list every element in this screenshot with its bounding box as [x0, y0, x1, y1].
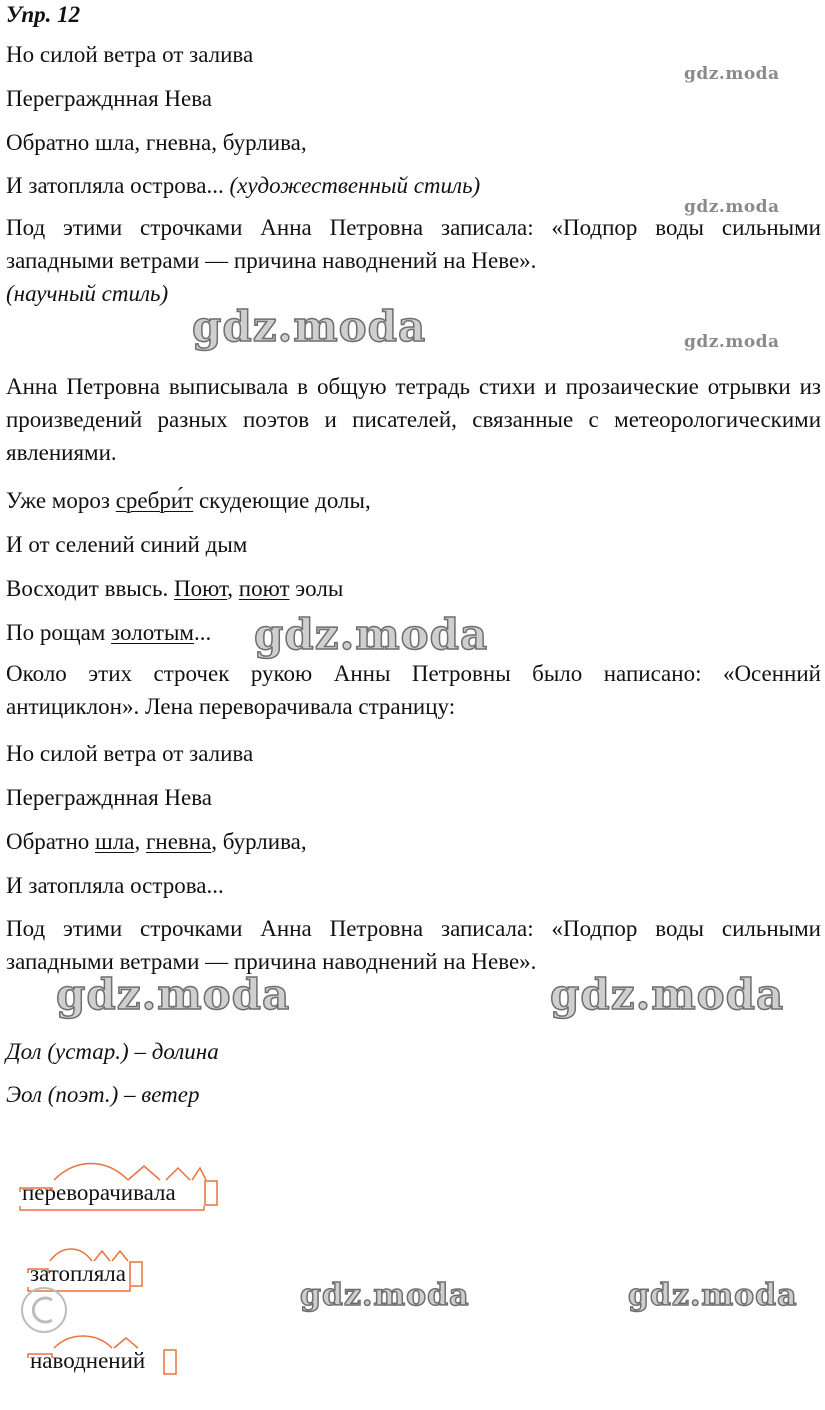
- morpheme-word-3-text: наводнений: [30, 1348, 146, 1373]
- watermark-medium-1: gdz.moda: [300, 1278, 470, 1313]
- poem2-line-1-end: скудеющие долы,: [193, 488, 371, 513]
- watermark-large-3: gdz.moda: [56, 970, 291, 1019]
- underlined-word-gnevna: гневна: [145, 829, 212, 854]
- exercise-heading: Упр. 12: [6, 2, 81, 27]
- poem2-line-1-start: Уже мороз: [6, 488, 116, 513]
- poem3-line-3-end: , бурлива,: [211, 829, 307, 854]
- morpheme-word-3: [30, 1348, 145, 1374]
- poem2-line-2: И от селений синий дым: [6, 532, 248, 557]
- morpheme-word-1-text: переворачивала: [22, 1180, 176, 1205]
- underlined-word-shla: шла: [95, 829, 135, 854]
- copyright-stamp-icon: [18, 1276, 70, 1338]
- underlined-word-poyut-1: Поют: [173, 576, 228, 601]
- poem2-line-3-start: Восходит ввысь.: [6, 576, 174, 601]
- watermark-large-4: gdz.moda: [550, 970, 785, 1019]
- note1-paragraph: [6, 211, 821, 310]
- watermark-small-2: gdz.moda: [684, 197, 780, 217]
- watermark-large-1: gdz.moda: [192, 302, 427, 351]
- underlined-word-srebrit: сребри́т: [115, 488, 194, 513]
- note1-text: Под этими строчками Анна Петровна записала: «Подпор воды сильными западными ветрами — причина наводнений на Неве».: [6, 215, 821, 273]
- glossary-item-dol: Дол (устар.) – долина: [6, 1039, 219, 1064]
- poem3-line-3: [6, 829, 307, 855]
- poem1-line-4: [6, 173, 480, 199]
- morpheme-marks-1: [16, 1158, 216, 1218]
- paragraph-2: Анна Петровна выписывала в общую тетрадь стихи и прозаические отрывки из произведений разных поэтов и писателей, связанные с метеорологическими явлениями.: [6, 374, 821, 465]
- poem2-line-4-start: По рощам: [6, 620, 112, 645]
- poem2-line-3-sep: ,: [227, 576, 239, 601]
- watermark-small-3: gdz.moda: [684, 332, 780, 352]
- morpheme-word-1: [22, 1180, 176, 1206]
- underlined-word-poyut-2: поют: [238, 576, 290, 601]
- poem1-line-3: Обратно шла, гневна, бурлива,: [6, 130, 307, 155]
- poem1-line-1: Но силой ветра от залива: [6, 42, 254, 67]
- poem2-line-1: [6, 488, 371, 514]
- poem2-line-3-end: эолы: [289, 576, 344, 601]
- watermark-large-2: gdz.moda: [254, 610, 489, 659]
- style-label-artistic: (художественный стиль): [229, 173, 481, 198]
- poem2-line-3: [6, 576, 343, 602]
- watermark-medium-2: gdz.moda: [628, 1278, 798, 1313]
- poem3-line-3-start: Обратно: [6, 829, 96, 854]
- poem3-line-4: И затопляла острова...: [6, 873, 224, 898]
- poem1-line-2: Перегражднная Нева: [6, 86, 213, 111]
- poem1-line-4-text: И затопляла острова...: [6, 173, 230, 198]
- style-label-scientific: (научный стиль): [6, 281, 169, 306]
- poem3-line-1: Но силой ветра от залива: [6, 741, 254, 766]
- watermark-small-1: gdz.moda: [684, 64, 780, 84]
- underlined-word-zolotym: золотым: [111, 620, 194, 645]
- poem2-line-4: [6, 620, 211, 646]
- paragraph-3: Около этих строчек рукою Анны Петровны было написано: «Осенний антициклон». Лена переворачивала страницу:: [6, 661, 821, 719]
- glossary-item-eol: Эол (поэт.) – ветер: [6, 1082, 200, 1107]
- poem3-line-3-sep: ,: [134, 829, 146, 854]
- morpheme-word-2-text: затопляла: [30, 1261, 126, 1286]
- note2-paragraph: Под этими строчками Анна Петровна записала: «Подпор воды сильными западными ветрами — причина наводнений на Неве».: [6, 916, 821, 974]
- poem2-line-4-end: ...: [193, 620, 212, 645]
- poem3-line-2: Перегражднная Нева: [6, 785, 213, 810]
